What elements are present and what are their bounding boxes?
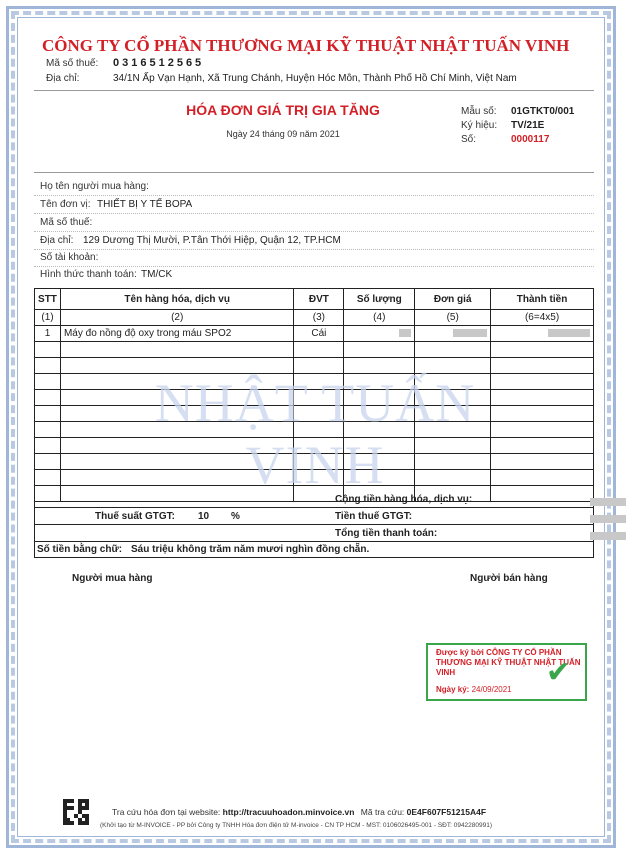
header-quantity: Số lượng: [344, 289, 415, 310]
buyer-name-label: Họ tên người mua hàng:: [40, 181, 149, 192]
company-name: CÔNG TY CỔ PHẦN THƯƠNG MẠI KỸ THUẬT NHẬT TUẤN VINH: [42, 36, 570, 55]
code-cell: (5): [415, 310, 491, 326]
vat-rate-value: 10: [198, 511, 210, 522]
company-tax-label: Mã số thuế:: [46, 58, 99, 69]
header-amount: Thành tiền: [491, 289, 594, 310]
header-stt: STT: [35, 289, 61, 310]
header-unit-price: Đơn giá: [415, 289, 491, 310]
header-item-name: Tên hàng hóa, dịch vụ: [60, 289, 293, 310]
item-unit: Cái: [294, 326, 344, 342]
dotted-line: [34, 213, 594, 214]
grand-total-row: [34, 525, 594, 542]
payment-method-label: Hình thức thanh toán:: [40, 269, 137, 280]
header-divider: [34, 90, 594, 91]
code-cell: (1): [35, 310, 61, 326]
amount-in-words-row: [34, 542, 594, 558]
item-stt: 1: [35, 326, 61, 342]
symbol-label: Ký hiệu:: [461, 120, 498, 131]
lookup-url[interactable]: http://tracuuhoadon.minvoice.vn: [222, 807, 355, 817]
table-row: [35, 406, 594, 422]
stamp-date-value: 24/09/2021: [471, 685, 512, 694]
table-row: [35, 454, 594, 470]
table-row: [35, 390, 594, 406]
table-row: [35, 342, 594, 358]
table-row: [35, 422, 594, 438]
dotted-line: [34, 231, 594, 232]
symbol-value: TV/21E: [511, 120, 545, 131]
amount-in-words-value: Sáu triệu không trăm năm mươi nghìn đồng chẵn.: [131, 544, 370, 555]
dotted-line: [34, 266, 594, 267]
table-row: [35, 438, 594, 454]
item-price-redacted: [415, 326, 491, 342]
code-cell: (6=4x5): [491, 310, 594, 326]
item-name: Máy đo nồng độ oxy trong máu SPO2: [60, 326, 293, 342]
table-header-row: [35, 289, 594, 310]
grand-total-label: Tổng tiền thanh toán:: [335, 528, 438, 539]
header-unit: ĐVT: [294, 289, 344, 310]
buyer-tax-label: Mã số thuế:: [40, 217, 93, 228]
buyer-account-label: Số tài khoản:: [40, 252, 99, 263]
buyer-unit-label: Tên đơn vị:: [40, 199, 91, 210]
watermark: NHẬT TUẤN VINH: [154, 373, 476, 495]
code-cell: (4): [344, 310, 415, 326]
invoice-date: Ngày 24 tháng 09 năm 2021: [226, 129, 340, 139]
buyer-address-value: 129 Dương Thị Mười, P.Tân Thới Hiệp, Quận 12, TP.HCM: [83, 235, 341, 246]
items-table: [34, 288, 594, 502]
buyer-address-label: Địa chỉ:: [40, 235, 74, 246]
invoice-number: 0000117: [511, 134, 550, 145]
lookup-code-label: Mã tra cứu:: [360, 807, 405, 817]
table-row: [35, 374, 594, 390]
table-code-row: [35, 310, 594, 326]
footer-lookup: [112, 807, 486, 817]
form-label: Mẫu số:: [461, 106, 497, 117]
payment-method-value: TM/CK: [141, 269, 173, 280]
amount-in-words-label: Số tiền bằng chữ:: [37, 544, 123, 555]
company-tax-code: 0316512565: [113, 57, 205, 69]
dotted-line: [34, 195, 594, 196]
code-cell: (3): [294, 310, 344, 326]
footer-note: (Khởi tạo từ M-INVOICE - PP bởi Công ty TNHH Hóa đơn điện tử M-invoice - CN TP HCM - MST: 0106026495-001 - SĐT: 0942280991): [100, 822, 493, 829]
lookup-code-value: 0E4F607F51215A4F: [406, 807, 487, 817]
table-row: [35, 470, 594, 486]
totals-section: [34, 491, 594, 558]
stamp-text: Được ký bởi CÔNG TY CỔ PHẦN THƯƠNG MẠI KỸ THUẬT NHẬT TUẤN VINH: [436, 648, 581, 677]
form-value: 01GTKT0/001: [511, 106, 575, 117]
buyer-divider: [34, 172, 594, 173]
vat-row: [34, 508, 594, 525]
stamp-date: [436, 685, 512, 694]
invoice-title: HÓA ĐƠN GIÁ TRỊ GIA TĂNG: [186, 102, 380, 118]
qr-code-icon: [63, 799, 89, 825]
checkmark-icon: ✔: [545, 656, 571, 689]
vat-rate-unit: %: [231, 511, 240, 522]
lookup-label: Tra cứu hóa đơn tại website:: [112, 807, 221, 817]
buyer-signature-label: Người mua hàng: [72, 573, 153, 584]
table-row: [35, 358, 594, 374]
company-address: 34/1N Ấp Vạn Hạnh, Xã Trung Chánh, Huyện Hóc Môn, Thành Phố Hồ Chí Minh, Việt Nam: [113, 73, 517, 84]
stamp-date-label: Ngày ký:: [436, 685, 470, 694]
table-row: [35, 326, 594, 342]
item-quantity-redacted: [344, 326, 415, 342]
digital-signature-stamp: [426, 643, 587, 701]
subtotal-label: Cộng tiền hàng hóa, dịch vụ:: [335, 494, 473, 505]
dotted-line: [34, 249, 594, 250]
item-amount-redacted: [491, 326, 594, 342]
seller-signature-label: Người bán hàng: [470, 573, 548, 584]
company-address-label: Địa chỉ:: [46, 73, 80, 84]
number-label: Số:: [461, 134, 477, 145]
subtotal-row: [34, 491, 594, 508]
vat-amount-label: Tiền thuế GTGT:: [335, 511, 413, 522]
buyer-unit-value: THIẾT BỊ Y TẾ BOPA: [97, 199, 193, 210]
code-cell: (2): [60, 310, 293, 326]
vat-rate-label: Thuế suất GTGT:: [95, 511, 175, 522]
